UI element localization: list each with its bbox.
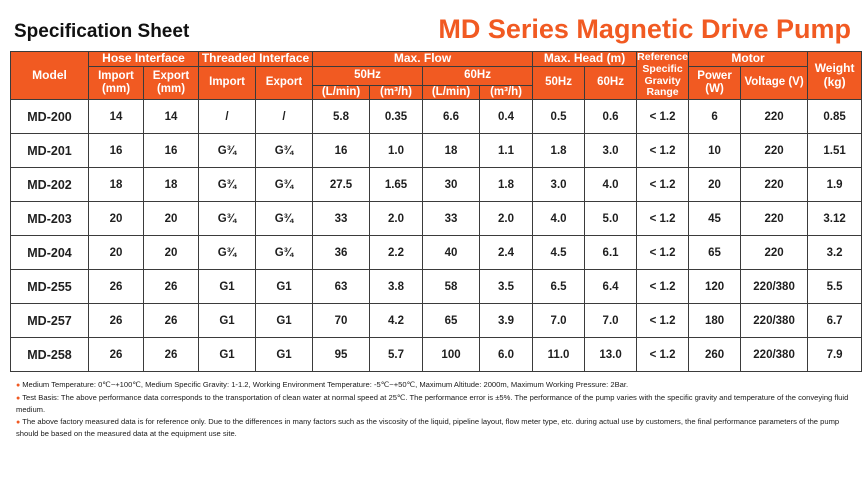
cell-voltage: 220 (741, 202, 808, 236)
col-weight: Weight (kg) (808, 52, 862, 100)
cell-hose-import: 20 (89, 236, 144, 270)
bullet-icon: ● (16, 382, 21, 389)
table-row (11, 100, 862, 134)
table-row (11, 338, 862, 372)
col-thread-import: Import (199, 66, 256, 99)
cell-voltage: 220 (741, 236, 808, 270)
cell-flow50-lmin: 36 (313, 236, 370, 270)
cell-head50: 4.5 (533, 236, 585, 270)
col-hose-export: Export (mm) (144, 66, 199, 99)
cell-flow60-lmin: 40 (423, 236, 480, 270)
cell-head50: 6.5 (533, 270, 585, 304)
cell-weight: 3.2 (808, 236, 862, 270)
cell-flow60-lmin: 100 (423, 338, 480, 372)
col-threaded-interface: Threaded Interface (199, 52, 313, 67)
cell-flow60-lmin: 6.6 (423, 100, 480, 134)
cell-specific-gravity: < 1.2 (637, 134, 689, 168)
cell-hose-import: 20 (89, 202, 144, 236)
footnote-item (16, 392, 849, 415)
cell-head50: 4.0 (533, 202, 585, 236)
cell-specific-gravity: < 1.2 (637, 168, 689, 202)
cell-thread-import: / (199, 100, 256, 134)
col-head-60hz: 60Hz (585, 66, 637, 99)
cell-thread-import: G¾ (199, 168, 256, 202)
col-motor-power: Power (W) (689, 66, 741, 99)
cell-hose-export: 14 (144, 100, 199, 134)
footnote-item (16, 416, 849, 439)
cell-hose-export: 20 (144, 236, 199, 270)
bullet-icon: ● (16, 395, 21, 403)
cell-head60: 4.0 (585, 168, 637, 202)
product-title: MD Series Magnetic Drive Pump (438, 14, 851, 44)
footnotes (10, 372, 855, 439)
bullet-icon: ● (16, 419, 21, 427)
cell-flow50-m3h: 2.2 (370, 236, 423, 270)
footnote-text: The above factory measured data is for reference only. Due to the differences in many factors such as the viscosity of the liquid, pipeline layout, flow meter type, etc. during actual use by customers, the final performance parameters of the pump should be based on the measured data at the equipment use site. (16, 417, 840, 439)
cell-flow60-m3h: 3.9 (480, 304, 533, 338)
col-flow-50hz-m3h: (m³/h) (370, 85, 423, 99)
col-max-head: Max. Head (m) (533, 52, 637, 67)
cell-specific-gravity: < 1.2 (637, 100, 689, 134)
col-flow-60hz-lmin: (L/min) (423, 85, 480, 99)
cell-hose-import: 26 (89, 270, 144, 304)
cell-flow60-m3h: 2.4 (480, 236, 533, 270)
cell-flow50-m3h: 4.2 (370, 304, 423, 338)
cell-model: MD-257 (11, 304, 89, 338)
cell-flow60-lmin: 18 (423, 134, 480, 168)
cell-thread-export: G¾ (256, 168, 313, 202)
cell-flow60-m3h: 3.5 (480, 270, 533, 304)
cell-weight: 6.7 (808, 304, 862, 338)
cell-flow60-lmin: 58 (423, 270, 480, 304)
cell-power: 65 (689, 236, 741, 270)
cell-head50: 11.0 (533, 338, 585, 372)
col-reference-specific-gravity-range: Reference Specific Gravity Range (637, 51, 688, 99)
cell-voltage: 220 (741, 168, 808, 202)
cell-flow60-m3h: 1.8 (480, 168, 533, 202)
footnote-text: Medium Temperature: 0℃~+100℃, Medium Specific Gravity: 1-1.2, Working Environment Temperature: -5℃~+50℃, Maximum Altitude: 2000m, Maximum Working Pressure: 2Bar. (22, 380, 629, 389)
cell-thread-export: G1 (256, 338, 313, 372)
cell-flow60-m3h: 1.1 (480, 134, 533, 168)
cell-flow50-lmin: 16 (313, 134, 370, 168)
cell-hose-export: 20 (144, 202, 199, 236)
cell-specific-gravity: < 1.2 (637, 270, 689, 304)
cell-voltage: 220/380 (741, 270, 808, 304)
cell-flow50-lmin: 27.5 (313, 168, 370, 202)
cell-thread-export: G1 (256, 304, 313, 338)
col-hose-interface: Hose Interface (89, 52, 199, 67)
cell-hose-export: 26 (144, 270, 199, 304)
cell-weight: 3.12 (808, 202, 862, 236)
header-row-2 (11, 66, 862, 85)
table-row (11, 236, 862, 270)
cell-power: 20 (689, 168, 741, 202)
cell-head50: 1.8 (533, 134, 585, 168)
cell-head50: 3.0 (533, 168, 585, 202)
cell-head60: 7.0 (585, 304, 637, 338)
cell-model: MD-258 (11, 338, 89, 372)
page-header (10, 0, 855, 51)
table-row (11, 202, 862, 236)
cell-power: 180 (689, 304, 741, 338)
cell-thread-import: G¾ (199, 202, 256, 236)
cell-model: MD-204 (11, 236, 89, 270)
table-row (11, 168, 862, 202)
cell-flow50-m3h: 2.0 (370, 202, 423, 236)
cell-weight: 7.9 (808, 338, 862, 372)
cell-flow50-lmin: 70 (313, 304, 370, 338)
cell-flow50-m3h: 5.7 (370, 338, 423, 372)
col-model: Model (11, 52, 89, 100)
cell-model: MD-203 (11, 202, 89, 236)
cell-power: 45 (689, 202, 741, 236)
col-motor: Motor (689, 52, 808, 67)
cell-thread-export: G¾ (256, 236, 313, 270)
cell-hose-import: 14 (89, 100, 144, 134)
footnote-text: Test Basis: The above performance data corresponds to the transportation of clean water at normal speed at 25℃. The performance error is ±5%. The performance of the pump varies with the specific gravity and temperature of the conveying fluid medium. (16, 393, 849, 415)
table-row (11, 304, 862, 338)
cell-thread-import: G¾ (199, 134, 256, 168)
cell-flow50-lmin: 33 (313, 202, 370, 236)
cell-voltage: 220/380 (741, 304, 808, 338)
table-row (11, 134, 862, 168)
header-row-1 (11, 52, 862, 67)
cell-flow60-lmin: 30 (423, 168, 480, 202)
cell-model: MD-200 (11, 100, 89, 134)
cell-voltage: 220 (741, 100, 808, 134)
cell-thread-import: G1 (199, 270, 256, 304)
cell-specific-gravity: < 1.2 (637, 236, 689, 270)
table-row (11, 270, 862, 304)
cell-thread-import: G¾ (199, 236, 256, 270)
cell-power: 120 (689, 270, 741, 304)
cell-flow50-m3h: 3.8 (370, 270, 423, 304)
cell-flow50-lmin: 63 (313, 270, 370, 304)
col-flow-50hz: 50Hz (313, 66, 423, 85)
cell-model: MD-201 (11, 134, 89, 168)
cell-hose-import: 16 (89, 134, 144, 168)
col-head-50hz: 50Hz (533, 66, 585, 99)
col-motor-voltage: Voltage (V) (741, 66, 808, 99)
table-body (11, 100, 862, 372)
cell-thread-import: G1 (199, 338, 256, 372)
cell-flow50-m3h: 0.35 (370, 100, 423, 134)
cell-weight: 0.85 (808, 100, 862, 134)
cell-hose-import: 26 (89, 304, 144, 338)
cell-model: MD-202 (11, 168, 89, 202)
cell-weight: 1.51 (808, 134, 862, 168)
cell-specific-gravity: < 1.2 (637, 202, 689, 236)
cell-thread-import: G1 (199, 304, 256, 338)
col-max-flow: Max. Flow (313, 52, 533, 67)
cell-head60: 6.4 (585, 270, 637, 304)
cell-power: 6 (689, 100, 741, 134)
cell-voltage: 220/380 (741, 338, 808, 372)
cell-power: 260 (689, 338, 741, 372)
cell-weight: 5.5 (808, 270, 862, 304)
cell-weight: 1.9 (808, 168, 862, 202)
cell-thread-export: G¾ (256, 202, 313, 236)
specification-table (10, 51, 862, 372)
cell-flow60-lmin: 65 (423, 304, 480, 338)
cell-flow50-lmin: 5.8 (313, 100, 370, 134)
cell-model: MD-255 (11, 270, 89, 304)
cell-hose-export: 26 (144, 304, 199, 338)
page-title: Specification Sheet (14, 21, 190, 42)
cell-voltage: 220 (741, 134, 808, 168)
col-thread-export: Export (256, 66, 313, 99)
col-flow-60hz: 60Hz (423, 66, 533, 85)
cell-head60: 5.0 (585, 202, 637, 236)
col-hose-import: Import (mm) (89, 66, 144, 99)
cell-flow60-lmin: 33 (423, 202, 480, 236)
cell-hose-export: 18 (144, 168, 199, 202)
cell-head50: 7.0 (533, 304, 585, 338)
cell-head60: 0.6 (585, 100, 637, 134)
cell-flow50-m3h: 1.65 (370, 168, 423, 202)
cell-flow50-lmin: 95 (313, 338, 370, 372)
cell-head50: 0.5 (533, 100, 585, 134)
cell-thread-export: / (256, 100, 313, 134)
footnote-item (16, 379, 849, 391)
cell-power: 10 (689, 134, 741, 168)
cell-specific-gravity: < 1.2 (637, 338, 689, 372)
cell-head60: 6.1 (585, 236, 637, 270)
cell-head60: 3.0 (585, 134, 637, 168)
cell-flow50-m3h: 1.0 (370, 134, 423, 168)
cell-thread-export: G¾ (256, 134, 313, 168)
cell-flow60-m3h: 2.0 (480, 202, 533, 236)
cell-flow60-m3h: 6.0 (480, 338, 533, 372)
col-flow-50hz-lmin: (L/min) (313, 85, 370, 99)
cell-head60: 13.0 (585, 338, 637, 372)
cell-thread-export: G1 (256, 270, 313, 304)
col-flow-60hz-m3h: (m³/h) (480, 85, 533, 99)
cell-specific-gravity: < 1.2 (637, 304, 689, 338)
cell-flow60-m3h: 0.4 (480, 100, 533, 134)
cell-hose-export: 16 (144, 134, 199, 168)
cell-hose-import: 18 (89, 168, 144, 202)
table-header (11, 52, 862, 100)
cell-hose-export: 26 (144, 338, 199, 372)
cell-hose-import: 26 (89, 338, 144, 372)
